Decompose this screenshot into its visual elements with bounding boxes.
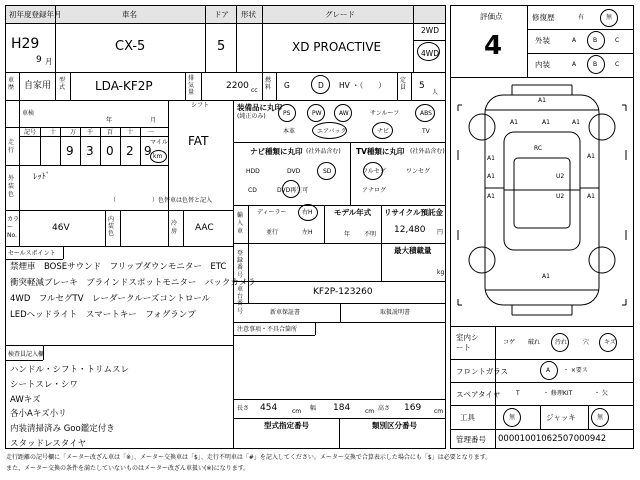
capacity-value: 5 bbox=[419, 81, 425, 91]
divider bbox=[233, 281, 446, 282]
height-unit: cm bbox=[434, 408, 444, 415]
exterior-color-value: ﾚｯﾄﾞ bbox=[33, 172, 51, 182]
shift-label: シフト bbox=[191, 102, 210, 109]
sales-line-2: 衝突軽減ブレーキ ブラインドスポットモニター バックカメラ bbox=[10, 278, 256, 288]
inspection-year: 年 bbox=[106, 117, 113, 124]
reg-no-label: 登録番号 bbox=[237, 250, 244, 279]
tv-analog: アナログ bbox=[362, 187, 387, 194]
divider bbox=[381, 243, 382, 281]
divider bbox=[19, 72, 20, 100]
equip-pw: PW bbox=[312, 110, 322, 117]
glass-a-circle bbox=[540, 361, 558, 380]
divider bbox=[63, 246, 64, 259]
divider bbox=[248, 243, 249, 303]
divider bbox=[233, 322, 446, 323]
divider bbox=[450, 405, 634, 406]
first-reg-label: 初年度登録年月 bbox=[9, 10, 62, 19]
battery-label: カラー No. bbox=[7, 216, 20, 239]
divider bbox=[55, 72, 56, 100]
tools-value: 無 bbox=[509, 414, 516, 421]
inspector-line-3: AWキズ bbox=[10, 395, 41, 405]
divider bbox=[40, 127, 41, 165]
spare-t: T bbox=[516, 390, 520, 397]
capacity-unit: 人 bbox=[432, 89, 439, 96]
inspector-line-1: ハンドル・シフト・トリムスレ bbox=[10, 365, 130, 375]
divider bbox=[527, 53, 634, 54]
int-grade-a: A bbox=[572, 61, 577, 68]
mileage-unit-3: 千 bbox=[87, 129, 94, 136]
divider bbox=[5, 165, 168, 166]
glass-replace: ・ ×要ス bbox=[563, 367, 588, 374]
new-warranty: 新車保証書 bbox=[270, 309, 301, 316]
seat-dirt: 汚れ bbox=[555, 339, 568, 346]
divider bbox=[450, 359, 634, 360]
first-reg-month: 9 bbox=[36, 55, 42, 65]
mileage-digit-3: 2 bbox=[126, 144, 134, 158]
divider bbox=[19, 136, 168, 137]
divider bbox=[233, 243, 446, 244]
km-label: km bbox=[153, 153, 163, 160]
divider bbox=[527, 5, 528, 77]
repair-none: 無 bbox=[606, 14, 613, 21]
divider bbox=[262, 72, 263, 100]
tv-fullseg: フルセグ bbox=[362, 168, 386, 175]
import-dealer: ディーラー bbox=[257, 209, 287, 216]
divider bbox=[236, 5, 237, 72]
mgmt-value: 0000100106250700094​2 bbox=[498, 434, 607, 444]
score-label: 評価点 bbox=[480, 12, 503, 21]
inspector-title: 検査員記入欄 bbox=[8, 351, 45, 358]
equip-abs: ABS bbox=[420, 110, 432, 117]
divider bbox=[397, 72, 398, 100]
divider bbox=[350, 142, 351, 205]
mileage-unit-0: 記号 bbox=[24, 129, 37, 136]
divider bbox=[60, 127, 61, 165]
door-value: 5 bbox=[217, 39, 226, 54]
car-name-label: 車名 bbox=[122, 10, 137, 19]
import-right-h-circle bbox=[298, 204, 318, 221]
ext-grade-label: 外装 bbox=[535, 36, 550, 45]
int-grade-c: C bbox=[615, 61, 620, 68]
seat-scratch: キズ bbox=[604, 339, 616, 346]
sales-line-4: LEDヘッドライト スマートキー フォグランプ bbox=[10, 310, 196, 320]
interior-seat-label: 室内シート bbox=[456, 333, 479, 352]
divider bbox=[205, 5, 206, 72]
seat-burn: コゲ bbox=[503, 339, 516, 346]
divider bbox=[5, 345, 233, 346]
int-grade-b: B bbox=[593, 61, 598, 68]
divider bbox=[80, 127, 81, 165]
wheel-rear-left bbox=[469, 247, 495, 273]
divider bbox=[233, 142, 446, 143]
jack-value: 無 bbox=[597, 414, 604, 421]
divider bbox=[450, 382, 634, 383]
model-year-unit: 年 bbox=[344, 231, 351, 238]
divider bbox=[450, 77, 634, 78]
notes-label: 注意事項・不具合箇所 bbox=[237, 326, 298, 333]
divider bbox=[19, 210, 20, 246]
ext-grade-a: A bbox=[572, 37, 577, 44]
seat-hole: 穴 bbox=[583, 339, 590, 346]
import-left-h: 左H bbox=[302, 229, 313, 236]
mileage-unit-5: 十 bbox=[127, 129, 134, 136]
divider bbox=[70, 72, 71, 100]
wheel-front-left bbox=[469, 114, 495, 140]
tv-oneseg: ワンセグ bbox=[406, 168, 431, 175]
mileage-unit-4: 百 bbox=[107, 129, 114, 136]
use-label: 車歴 bbox=[8, 77, 15, 92]
height-value: 169 bbox=[404, 403, 422, 413]
nav-dvd: DVD bbox=[287, 168, 301, 175]
seat-tear: 破れ bbox=[528, 339, 541, 346]
equip-navi-circle bbox=[372, 122, 393, 139]
divider bbox=[5, 100, 446, 101]
wheel-rear-right bbox=[589, 247, 615, 273]
ext-grade-c: C bbox=[615, 37, 620, 44]
displacement-value: 2200 bbox=[226, 81, 249, 91]
first-reg-era: H29 bbox=[11, 36, 40, 52]
divider bbox=[100, 127, 101, 165]
car-damage-diagram bbox=[452, 80, 632, 320]
spare-label: スペアタイヤ bbox=[456, 390, 501, 399]
car-name-value: CX-5 bbox=[115, 39, 146, 54]
fuel-hv: HV bbox=[339, 81, 350, 90]
divider bbox=[5, 23, 446, 24]
int-grade-b-circle bbox=[587, 55, 605, 74]
model-year-unknown: 不明 bbox=[364, 231, 377, 238]
tv-type-title: TV種類に丸印 bbox=[356, 147, 405, 156]
seat-dirt-circle bbox=[551, 333, 569, 352]
divider bbox=[168, 210, 169, 246]
dmg-label-3: A1 bbox=[572, 119, 580, 126]
mileage-unit-1: 十 bbox=[50, 129, 57, 136]
mileage-label: 走行 bbox=[8, 139, 15, 154]
inspection-month: 月 bbox=[150, 117, 157, 124]
wheel-front-right bbox=[589, 114, 615, 140]
cc-unit: cc bbox=[251, 87, 258, 94]
int-grade-label: 内装 bbox=[535, 60, 550, 69]
exterior-note: （ ）色替車は色替と記入 bbox=[110, 197, 213, 204]
mileage-unit-2: 万 bbox=[70, 129, 77, 136]
dmg-label-4: A1 bbox=[487, 155, 495, 162]
divider bbox=[185, 72, 186, 100]
ac-label: 冷房 bbox=[171, 220, 178, 235]
nav-type-title: ナビ種類に丸印 bbox=[250, 147, 303, 156]
width-value: 184 bbox=[333, 403, 351, 413]
seat-scratch-circle bbox=[599, 333, 617, 352]
ext-grade-b: B bbox=[593, 37, 598, 44]
inspector-line-2: シートスレ・シワ bbox=[10, 380, 78, 390]
score-value: 4 bbox=[484, 31, 503, 61]
divider bbox=[183, 210, 184, 246]
equip-ps: PS bbox=[283, 110, 291, 117]
chassis-label: 車台番号 bbox=[237, 286, 244, 315]
divider bbox=[120, 127, 121, 165]
tv-fullseg-circle bbox=[363, 162, 383, 180]
spare-missing: ・ 欠 bbox=[594, 390, 608, 397]
length-value: 454 bbox=[260, 403, 278, 413]
divider bbox=[413, 40, 446, 41]
dmg-label-7: A1 bbox=[587, 153, 595, 160]
inspector-line-6: スタッドレスタイヤ bbox=[10, 439, 87, 449]
model-label: 型式 bbox=[59, 77, 66, 92]
fuel-g: G bbox=[284, 81, 290, 90]
equip-aw-circle bbox=[334, 104, 352, 122]
nav-dvd-play-circle bbox=[282, 180, 300, 198]
recycle-label: リサイクル預託金 bbox=[384, 208, 443, 217]
divider bbox=[233, 205, 446, 206]
inspector-line-4: 各小Aキズ小リ bbox=[10, 409, 67, 419]
equip-sunroof: サンルーフ bbox=[370, 110, 400, 117]
front-glass-label: フロントガラス bbox=[456, 367, 509, 376]
door-label: ドア bbox=[214, 10, 229, 19]
ext-grade-b-circle bbox=[587, 31, 605, 50]
mileage-unit-6: 一 bbox=[148, 129, 155, 136]
mileage-digit-1: 3 bbox=[86, 144, 94, 158]
width-label: 幅 bbox=[310, 405, 317, 412]
divider bbox=[276, 72, 277, 100]
jack-value-circle bbox=[591, 408, 609, 427]
nav-dvd-play: DVD再生可 bbox=[277, 187, 309, 194]
divider bbox=[411, 72, 412, 100]
divider bbox=[324, 205, 325, 243]
divider bbox=[588, 405, 589, 429]
nav-hdd: HDD bbox=[246, 168, 260, 175]
length-unit: cm bbox=[292, 408, 302, 415]
equip-aw: AW bbox=[339, 110, 349, 117]
equip-pw-circle bbox=[307, 104, 325, 122]
inspection-label: 車検 bbox=[22, 110, 35, 117]
capacity-label: 定員 bbox=[400, 77, 407, 92]
height-label: 高さ bbox=[378, 405, 391, 412]
divider bbox=[495, 326, 496, 449]
divider bbox=[140, 127, 141, 165]
divider bbox=[381, 205, 382, 243]
divider bbox=[43, 345, 44, 360]
divider bbox=[248, 205, 249, 243]
divider bbox=[5, 259, 63, 260]
dmg-label-9: U2 bbox=[556, 173, 565, 180]
fuel-label: 燃料 bbox=[265, 77, 272, 92]
exterior-label: 外装色 bbox=[8, 175, 15, 198]
battery-value: 46V bbox=[52, 223, 70, 233]
divider bbox=[450, 429, 634, 430]
divider bbox=[233, 335, 315, 336]
drive-2wd: 2WD bbox=[421, 26, 439, 35]
import-parallel: 並行 bbox=[266, 229, 279, 236]
fuel-d: D bbox=[318, 81, 324, 90]
class-label: 類別区分番号 bbox=[372, 421, 417, 430]
jack-label: ジャッキ bbox=[546, 413, 576, 422]
type-spec-label: 型式指定番号 bbox=[264, 421, 309, 430]
drive-4wd-circle bbox=[417, 42, 440, 61]
repair-yes: 有 bbox=[578, 14, 585, 21]
divider bbox=[340, 303, 341, 322]
divider bbox=[527, 29, 634, 30]
glass-a: A bbox=[546, 367, 551, 374]
equipment-subtitle: (純正のみ) bbox=[237, 113, 266, 120]
import-right-h: 右H bbox=[302, 209, 313, 216]
width-unit: cm bbox=[365, 408, 375, 415]
divider bbox=[5, 210, 233, 211]
divider bbox=[168, 100, 169, 210]
drive-4wd: 4WD bbox=[421, 49, 439, 58]
divider bbox=[5, 360, 43, 361]
divider bbox=[413, 5, 414, 72]
chassis-value: KF2P-123260 bbox=[313, 287, 373, 297]
interior-color-label: 内装色 bbox=[108, 216, 115, 238]
dmg-label-10: U2 bbox=[556, 193, 565, 200]
equip-ps-circle bbox=[278, 104, 296, 122]
roof-label: RC bbox=[534, 145, 543, 152]
mile-label: マイル bbox=[150, 139, 168, 146]
divider bbox=[262, 5, 263, 72]
length-label: 長さ bbox=[237, 405, 250, 412]
nav-type-sub: (社外品含む) bbox=[306, 148, 341, 155]
repair-none-circle bbox=[600, 9, 618, 27]
fuel-other: ・（ ） bbox=[352, 81, 386, 90]
mileage-digit-0: 9 bbox=[66, 144, 74, 158]
body-form-label: 形状 bbox=[241, 10, 256, 19]
equip-navi: ナビ bbox=[377, 128, 390, 135]
equipment-title: 装備品に丸印 bbox=[237, 103, 282, 112]
sales-line-3: 4WD フルセグTV レーダークルーズコントロール bbox=[10, 294, 211, 304]
nav-cd: CD bbox=[248, 187, 257, 194]
equip-tv: TV bbox=[422, 128, 430, 135]
divider bbox=[5, 246, 233, 247]
repair-label: 修復歴 bbox=[532, 13, 555, 22]
max-load-kg: kg bbox=[437, 269, 445, 276]
nav-sd-circle bbox=[317, 162, 336, 180]
dmg-label-5: A1 bbox=[487, 173, 495, 180]
divider bbox=[5, 72, 446, 73]
mgmt-label: 管理番号 bbox=[456, 435, 486, 444]
ac-value: AAC bbox=[195, 223, 214, 233]
grade-label: グレード bbox=[325, 10, 355, 19]
sales-line-1: 禁煙車 BOSEサウンド フリップダウンモニター ETC bbox=[10, 262, 227, 272]
dmg-label-1: A1 bbox=[542, 119, 550, 126]
inspector-line-5: 内装清掃済み Goo鑑定付き bbox=[10, 424, 115, 434]
dmg-label-0: A1 bbox=[538, 97, 546, 104]
divider bbox=[540, 405, 541, 429]
divider bbox=[201, 72, 202, 100]
divider bbox=[105, 210, 106, 246]
equip-airbag-circle bbox=[312, 122, 347, 139]
recycle-unit: 円 bbox=[437, 229, 444, 236]
import-label: 輸入車 bbox=[237, 212, 244, 235]
divider bbox=[19, 100, 20, 210]
footer-line-2: また、メーター交換の条件を満たしていないものはメーター改ざん車扱い(※)になります。 bbox=[6, 465, 250, 472]
use-value: 自家用 bbox=[24, 81, 52, 91]
shift-value: FAT bbox=[188, 134, 209, 148]
displacement-label: 排気量 bbox=[188, 75, 195, 97]
model-year-label: モデル年式 bbox=[334, 208, 372, 217]
first-reg-month-suffix: 月 bbox=[45, 57, 53, 66]
manual: 取扱説明書 bbox=[380, 309, 411, 316]
divider bbox=[233, 399, 446, 400]
grade-value: XD PROACTIVE bbox=[292, 40, 382, 54]
dmg-label-2: A1 bbox=[510, 119, 518, 126]
equip-abs-circle bbox=[415, 104, 435, 122]
tools-label: 工具 bbox=[460, 413, 475, 422]
nav-sd: SD bbox=[323, 168, 332, 175]
footer-line-1: 走行距離の記号欄に「メーター改ざん車は「※」、メーター交換車は「$」、走行不明車は「#」を記入してください。メーター交換で合算表示した場合にも「$」は必要となります。 bbox=[6, 454, 492, 461]
fuel-d-circle bbox=[311, 75, 330, 94]
tools-value-circle bbox=[503, 408, 521, 427]
km-circle bbox=[150, 150, 167, 163]
model-value: LDA-KF2P bbox=[95, 79, 153, 93]
tv-type-sub: (社外品含む) bbox=[410, 148, 445, 155]
mileage-digit-2: 0 bbox=[106, 144, 114, 158]
equip-leather: 本革 bbox=[283, 128, 296, 135]
divider bbox=[339, 418, 340, 449]
equip-airbag: エアバック bbox=[317, 128, 347, 135]
mileage-digit-4: 9 bbox=[144, 144, 152, 158]
divider bbox=[5, 127, 168, 128]
dmg-label-6: A1 bbox=[487, 193, 495, 200]
dmg-label-8: A1 bbox=[587, 193, 595, 200]
divider bbox=[233, 100, 234, 449]
spare-kit: ・ 修理KIT bbox=[543, 390, 573, 397]
sales-point-title: セールスポイント bbox=[8, 250, 56, 257]
dmg-label-11: A1 bbox=[542, 273, 550, 280]
divider bbox=[450, 326, 634, 327]
divider bbox=[315, 322, 316, 335]
recycle-value: 12,480 bbox=[394, 225, 426, 235]
max-load-label: 最大積載量 bbox=[394, 246, 432, 255]
divider bbox=[120, 210, 121, 246]
